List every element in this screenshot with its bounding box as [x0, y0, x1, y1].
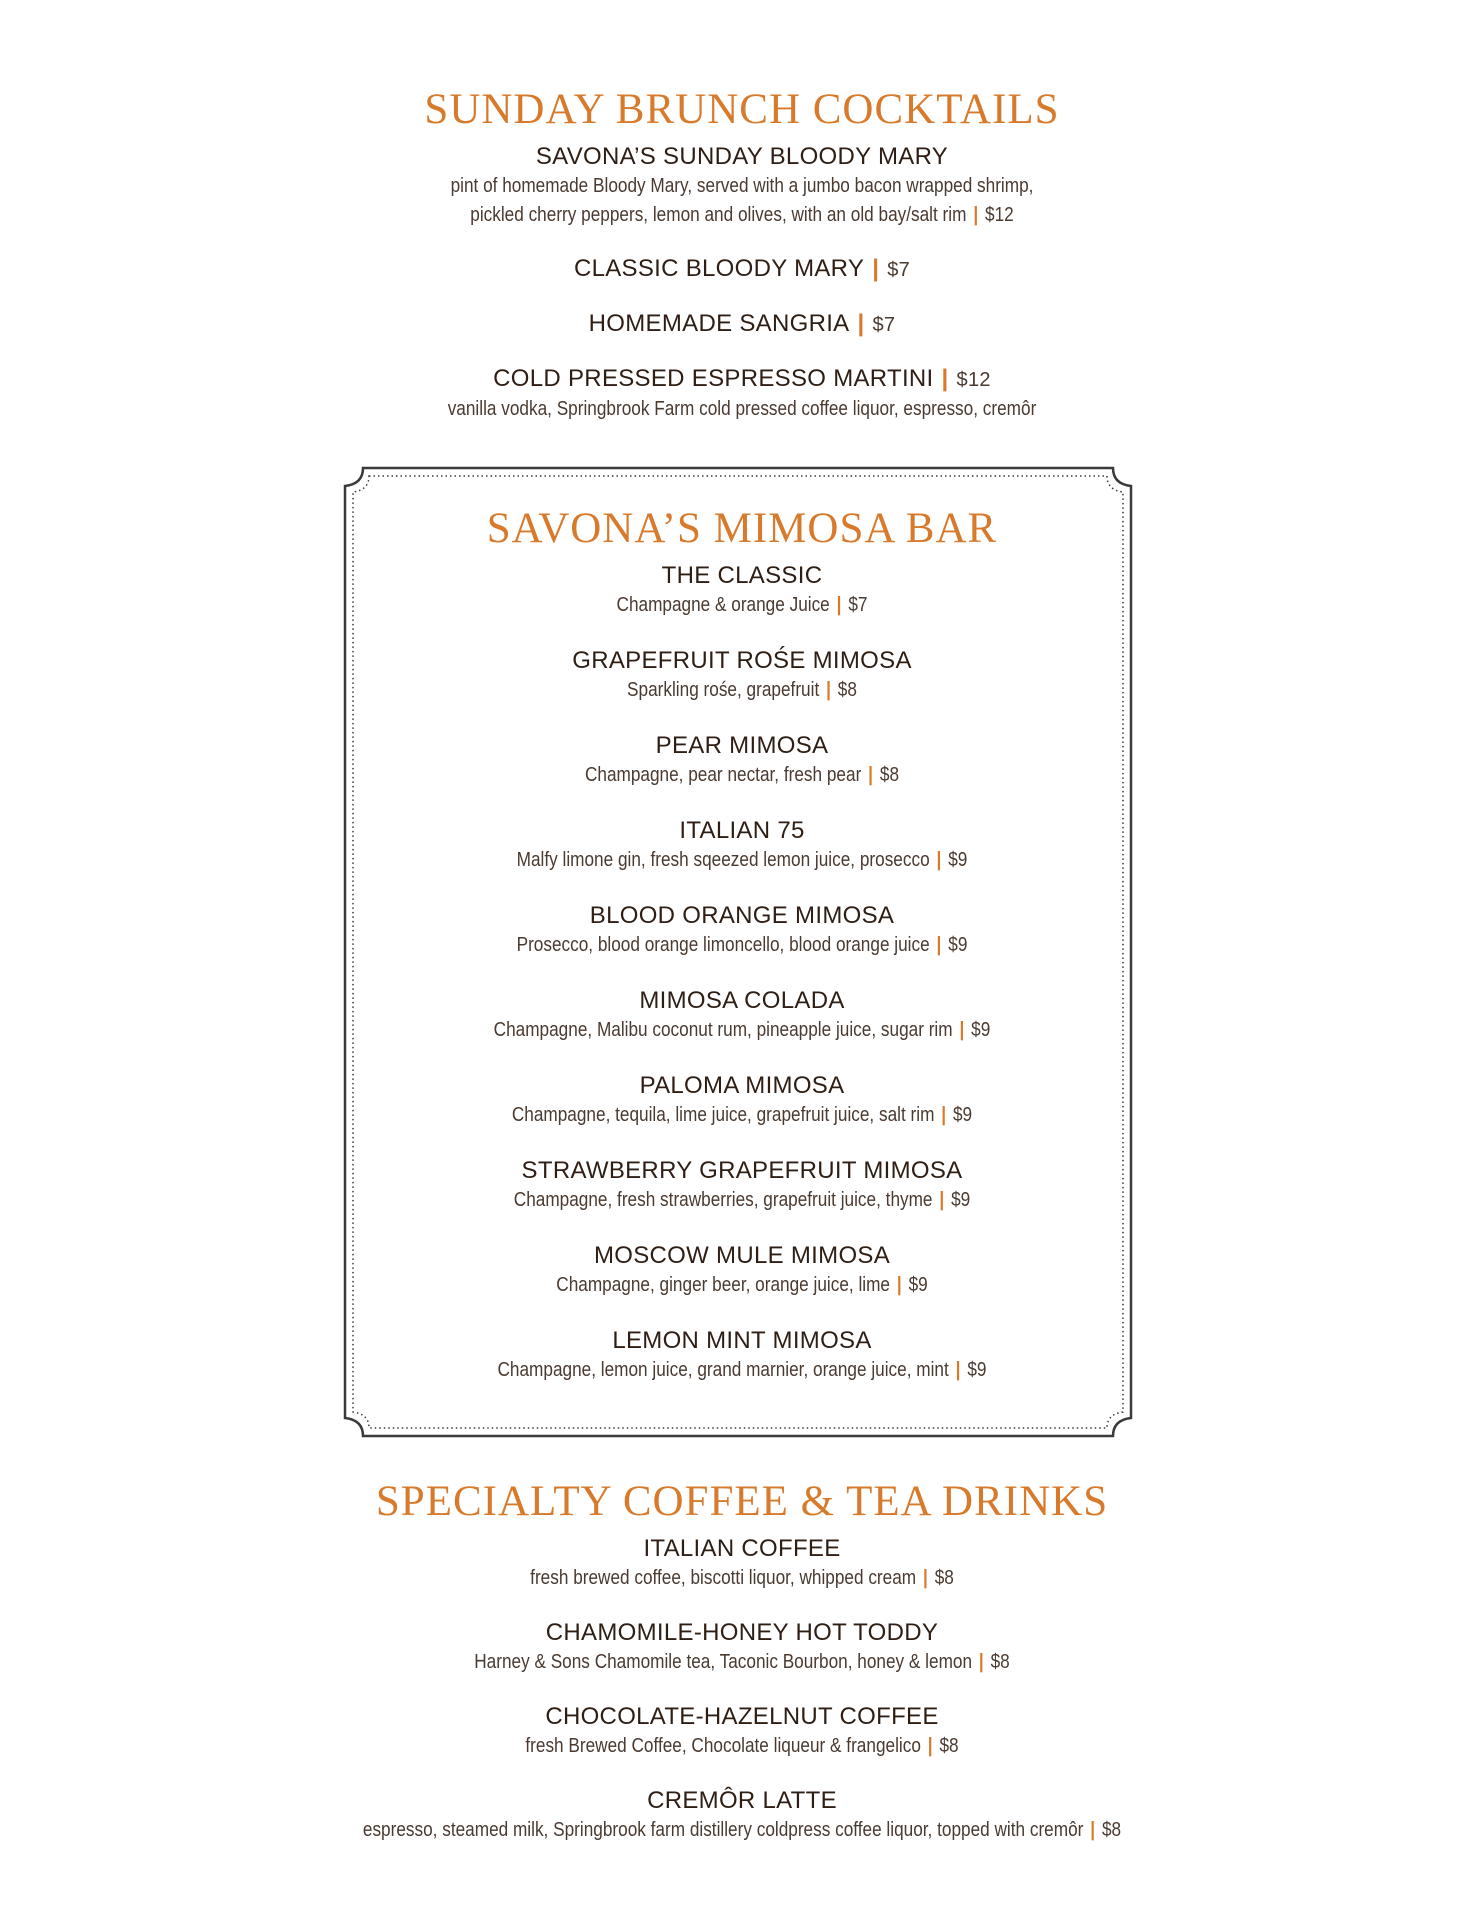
item-desc: vanilla vodka, Springbrook Farm cold pressed coffee liquor, espresso, cremôr — [447, 398, 1037, 420]
item-price: $9 — [971, 1019, 991, 1041]
separator: | — [941, 1104, 947, 1126]
item-price: $8 — [939, 1735, 959, 1757]
item-name: CLASSIC BLOODY MARY — [573, 255, 865, 282]
separator: | — [868, 764, 874, 786]
item-name: SAVONA’S SUNDAY BLOODY MARY — [535, 143, 949, 170]
item-price: $12 — [956, 369, 991, 391]
separator: | — [857, 310, 865, 337]
item-desc: pickled cherry peppers, lemon and olives, with an old bay/salt rim | $12 — [470, 204, 1014, 226]
separator: | — [941, 365, 949, 392]
item-desc: Champagne, lemon juice, grand marnier, orange juice, mint | $9 — [497, 1359, 987, 1381]
item-name: CHOCOLATE-HAZELNUT COFFEE — [545, 1703, 939, 1730]
item-price: $9 — [952, 1104, 973, 1126]
item-desc: Prosecco, blood orange limoncello, blood orange juice | $9 — [516, 934, 968, 956]
item-name: PEAR MIMOSA — [655, 732, 829, 759]
menu-item — [0, 561, 1484, 620]
menu-item — [0, 901, 1484, 960]
item-price: $8 — [837, 679, 857, 701]
menu-item — [0, 1786, 1484, 1845]
menu-item — [0, 986, 1484, 1045]
menu-item — [0, 1326, 1484, 1385]
item-desc: espresso, steamed milk, Springbrook farm distillery coldpress coffee liquor, topped with cremôr | $8 — [362, 1819, 1122, 1841]
menu-item — [0, 1241, 1484, 1300]
menu-item — [0, 1702, 1484, 1761]
item-desc: Champagne, ginger beer, orange juice, lime | $9 — [556, 1274, 928, 1296]
item-desc: Harney & Sons Chamomile tea, Taconic Bourbon, honey & lemon | $8 — [474, 1651, 1010, 1673]
coffee-heading: SPECIALTY COFFEE & TEA DRINKS — [375, 1478, 1109, 1525]
item-price: $9 — [948, 934, 968, 956]
separator: | — [922, 1567, 928, 1589]
mimosa-list — [0, 561, 1484, 1385]
menu-item — [0, 646, 1484, 705]
item-price: $9 — [967, 1359, 987, 1381]
item-desc: Sparkling rośe, grapefruit | $8 — [627, 679, 857, 701]
item-price: $12 — [985, 204, 1014, 226]
item-price: $9 — [951, 1189, 971, 1211]
mimosa-heading: SAVONA’S MIMOSA BAR — [486, 505, 998, 552]
item-name: GRAPEFRUIT ROŚE MIMOSA — [572, 647, 912, 674]
item-name: MIMOSA COLADA — [639, 987, 845, 1014]
separator: | — [978, 1651, 984, 1673]
menu-item — [0, 1534, 1484, 1593]
menu-item — [0, 1071, 1484, 1130]
menu-item — [0, 731, 1484, 790]
item-price: $9 — [948, 849, 968, 871]
item-name: THE CLASSIC — [661, 562, 823, 589]
item-desc: fresh brewed coffee, biscotti liquor, whipped cream | $8 — [530, 1567, 954, 1589]
item-desc: Champagne, pear nectar, fresh pear | $8 — [584, 764, 900, 786]
item-name: CHAMOMILE-HONEY HOT TODDY — [545, 1619, 939, 1646]
item-price: $8 — [990, 1651, 1010, 1673]
item-desc: Champagne, tequila, lime juice, grapefruit juice, salt rim | $9 — [511, 1104, 973, 1126]
item-desc: Champagne, fresh strawberries, grapefruit juice, thyme | $9 — [513, 1189, 971, 1211]
menu-item — [0, 1156, 1484, 1215]
item-name: MOSCOW MULE MIMOSA — [593, 1242, 891, 1269]
menu-item — [0, 364, 1484, 424]
separator: | — [959, 1019, 965, 1041]
separator: | — [927, 1735, 933, 1757]
separator: | — [872, 255, 880, 282]
item-name: LEMON MINT MIMOSA — [612, 1327, 872, 1354]
menu-item — [0, 142, 1484, 230]
item-price: $7 — [848, 594, 868, 616]
separator: | — [936, 934, 942, 956]
menu-item — [0, 1618, 1484, 1677]
item-name: BLOOD ORANGE MIMOSA — [589, 902, 895, 929]
separator: | — [826, 679, 831, 701]
item-name: STRAWBERRY GRAPEFRUIT MIMOSA — [521, 1157, 963, 1184]
separator: | — [973, 204, 979, 226]
brunch-section — [0, 84, 1484, 424]
brunch-heading: SUNDAY BRUNCH COCKTAILS — [424, 86, 1060, 133]
item-price: $7 — [872, 314, 896, 336]
item-name: HOMEMADE SANGRIA — [588, 310, 850, 337]
item-desc: Champagne & orange Juice | $7 — [616, 594, 868, 616]
item-price: $8 — [879, 764, 900, 786]
item-name: PALOMA MIMOSA — [639, 1072, 845, 1099]
item-name: COLD PRESSED ESPRESSO MARTINI — [493, 365, 934, 392]
separator: | — [1090, 1819, 1096, 1841]
item-desc: Champagne, Malibu coconut rum, pineapple juice, sugar rim | $9 — [493, 1019, 991, 1041]
item-name: ITALIAN COFFEE — [643, 1535, 841, 1562]
coffee-list — [0, 1534, 1484, 1845]
separator: | — [836, 594, 842, 616]
item-desc: pint of homemade Bloody Mary, served with a jumbo bacon wrapped shrimp, — [450, 175, 1034, 197]
menu-item — [0, 254, 1484, 285]
separator: | — [936, 849, 942, 871]
separator: | — [955, 1359, 961, 1381]
item-name: CREMÔR LATTE — [647, 1787, 837, 1814]
item-desc: Malfy limone gin, fresh sqeezed lemon juice, prosecco | $9 — [516, 849, 968, 871]
item-desc: fresh Brewed Coffee, Chocolate liqueur & frangelico | $8 — [525, 1735, 959, 1757]
menu-item — [0, 309, 1484, 340]
menu-item — [0, 816, 1484, 875]
separator: | — [939, 1189, 945, 1211]
item-name: ITALIAN 75 — [679, 817, 805, 844]
item-price: $8 — [934, 1567, 954, 1589]
mimosa-section — [0, 503, 1484, 1385]
coffee-section — [0, 1476, 1484, 1845]
item-price: $7 — [887, 259, 911, 281]
item-price: $8 — [1101, 1819, 1122, 1841]
separator: | — [896, 1274, 902, 1296]
item-price: $9 — [908, 1274, 928, 1296]
